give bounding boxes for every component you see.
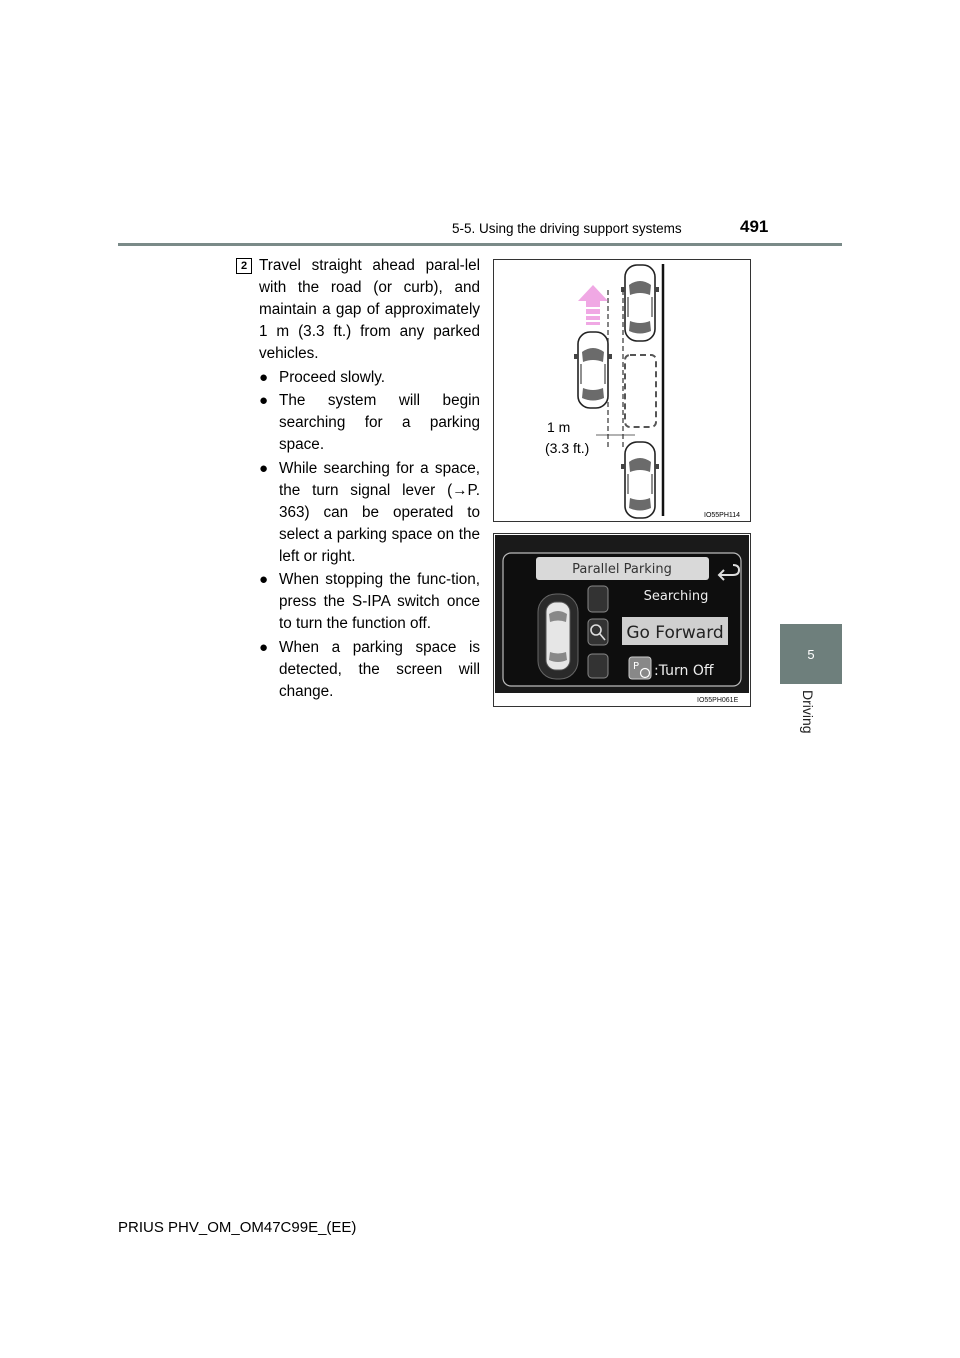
- turn-off-text: :Turn Off: [654, 663, 714, 679]
- sensor-box-1: [588, 586, 608, 612]
- switch-glyph: P: [633, 661, 640, 672]
- bullet-item: [259, 367, 480, 389]
- bullet-text: Proceed slowly.: [279, 368, 385, 386]
- chapter-name: Driving: [800, 690, 816, 734]
- bullet-text: While searching for a space, the turn signal lever (→P. 363) can be operated to select a parking space on the left or right.: [279, 459, 480, 565]
- moving-car: [574, 332, 612, 408]
- bullet-icon: ●: [259, 571, 269, 588]
- bullet-text: When a parking space is detected, the screen will change.: [279, 638, 480, 700]
- screen-title: Parallel Parking: [572, 562, 672, 577]
- document-id: PRIUS PHV_OM_OM47C99E_(EE): [118, 1219, 357, 1236]
- parked-car-rear: [621, 442, 659, 518]
- figure-code: IO55PH061E: [697, 697, 739, 704]
- gap-label-meters: 1 m: [547, 419, 571, 435]
- bullet-list: [259, 367, 480, 703]
- figure-code: IO55PH114: [704, 512, 741, 519]
- display-screen-svg: [494, 534, 750, 706]
- bullet-icon: ●: [259, 638, 269, 656]
- parking-space-outline: [625, 355, 656, 427]
- status-text: Searching: [643, 589, 709, 604]
- bullet-item: [259, 458, 480, 568]
- bullet-text: When stopping the func-tion, press the S-IPA switch once to turn the function off.: [279, 571, 480, 632]
- sensor-box-3: [588, 654, 608, 678]
- section-title: 5-5. Using the driving support systems: [452, 221, 682, 236]
- bullet-item: [259, 637, 480, 703]
- forward-arrow-icon: [578, 285, 608, 325]
- step-body: [259, 255, 480, 703]
- parking-diagram: [493, 259, 751, 522]
- bullet-icon: ●: [259, 459, 269, 477]
- display-screen-figure: [493, 533, 751, 707]
- parked-car-front: [621, 265, 659, 341]
- bullet-icon: ●: [259, 368, 269, 386]
- chapter-number: 5: [807, 646, 815, 662]
- step-text: Travel straight ahead paral-lel with the road (or curb), and maintain a gap of approximately 1 m (3.3 ft.) from any parked vehicles.: [259, 257, 480, 362]
- instruction-text: Go Forward: [626, 623, 724, 643]
- bullet-icon: ●: [259, 392, 269, 409]
- gap-label-feet: (3.3 ft.): [545, 440, 590, 456]
- bullet-item: [259, 569, 480, 635]
- header-rule: [118, 243, 842, 246]
- bullet-item: [259, 390, 480, 456]
- bullet-text: The system will begin searching for a parking space.: [279, 392, 480, 453]
- parking-diagram-svg: [494, 260, 750, 521]
- step-number: 2: [236, 258, 252, 274]
- page-number: 491: [740, 217, 769, 236]
- chapter-tab: [780, 624, 842, 684]
